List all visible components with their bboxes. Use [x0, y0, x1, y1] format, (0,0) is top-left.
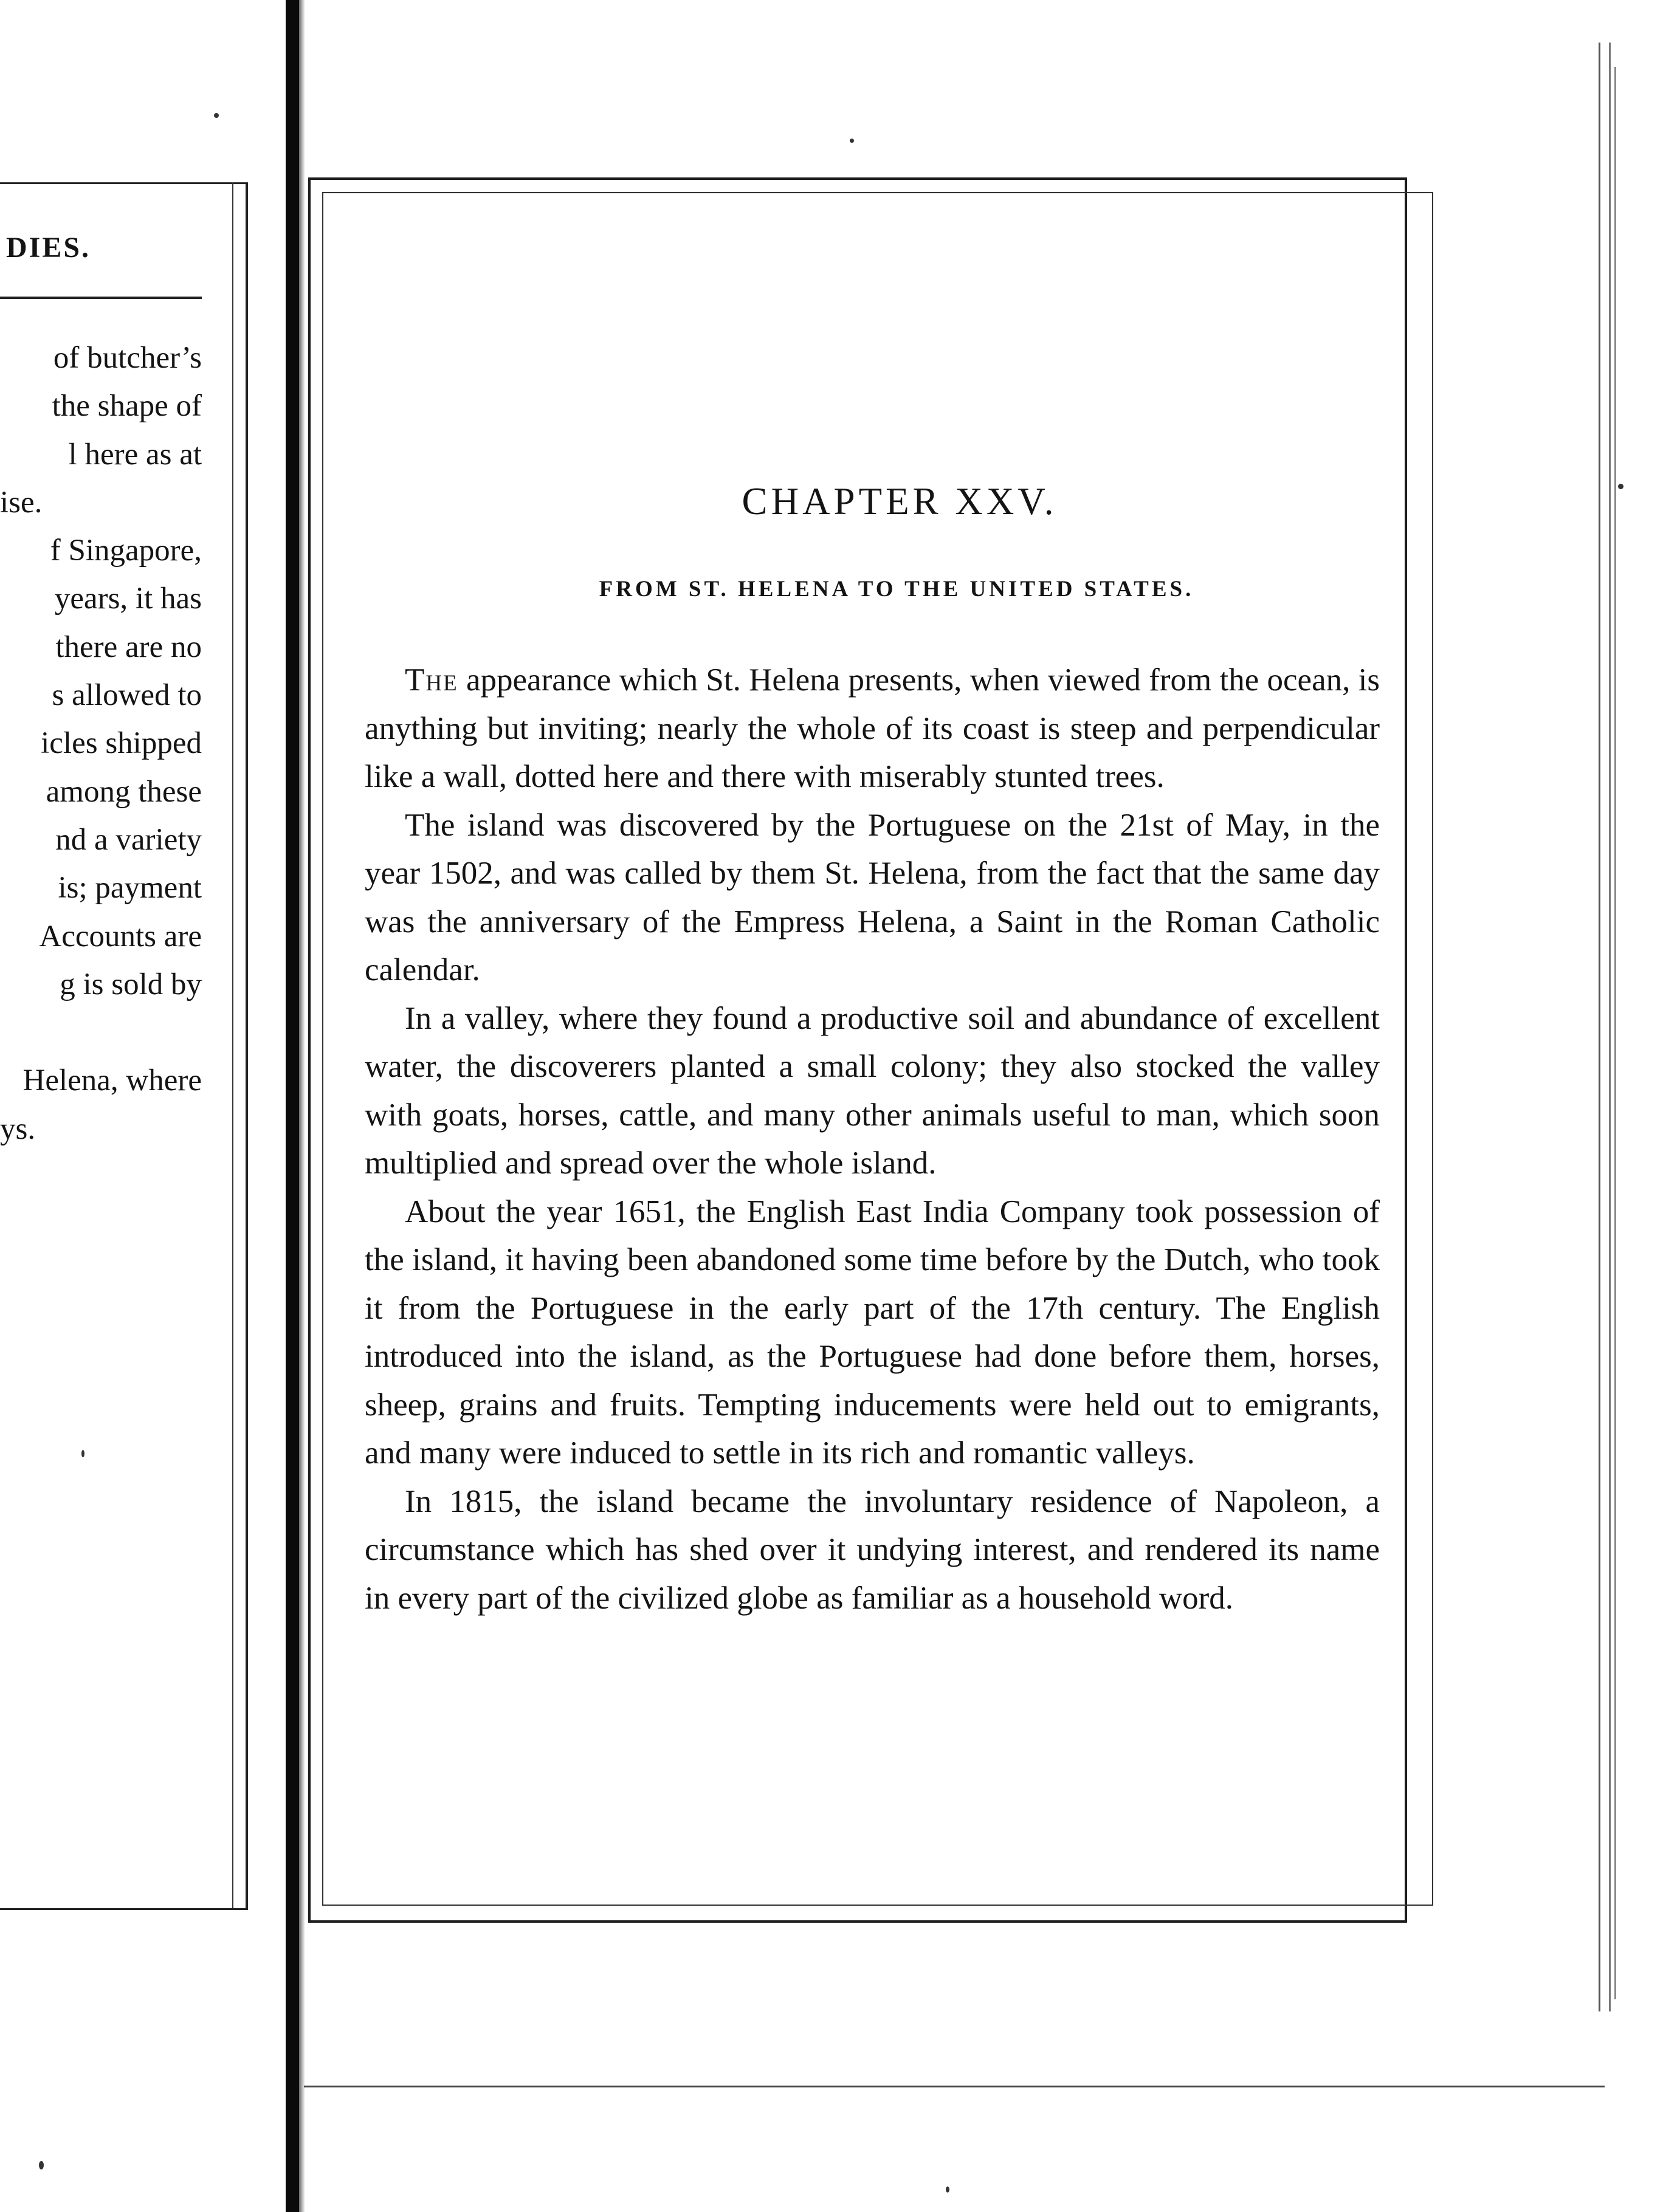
paragraph: [365, 656, 1380, 802]
previous-page-line: among these: [46, 774, 202, 809]
previous-page-frame-bottom: [0, 1908, 248, 1910]
previous-page-frame-top: [0, 182, 248, 184]
previous-page-line: is; payment: [58, 871, 202, 905]
previous-page-line: f Singapore,: [50, 534, 202, 568]
paragraph-text: The island was discovered by the Portuguese on the 21st of May, in the year 1502, and was called by them St. Helena, from the fact that the same day was the anniversary of the Empress Helena, a Saint in the Roman Catholic calendar.: [365, 807, 1380, 987]
page-edge-stack: [1599, 43, 1611, 2011]
previous-page-line: Helena, where: [22, 1063, 202, 1098]
previous-page-line: there are no: [55, 630, 202, 664]
scan-speck: [39, 2161, 44, 2169]
scan-speck: [946, 2186, 949, 2193]
page-edge-line: [1614, 67, 1616, 1999]
scan-speck: [81, 1450, 84, 1457]
previous-page-line-gap: [0, 1009, 202, 1057]
paragraph: [365, 1188, 1380, 1478]
paragraph-text: appearance which St. Helena presents, when viewed from the ocean, is anything but inviting; nearly the whole of its coast is steep and perpendicular like a wall, dotted here and there with miserably stunted trees.: [365, 662, 1380, 794]
scan-speck: [214, 113, 219, 118]
paragraph-text: In a valley, where they found a productive soil and abundance of excellent water, the discoverers planted a small colony; they also stocked the valley with goats, horses, cattle, and many other animals useful to man, which soon multiplied and spread over the whole island.: [365, 1000, 1380, 1181]
previous-page-fragment: [0, 0, 286, 2212]
scan-speck: [1618, 484, 1623, 489]
previous-page-line: s allowed to: [52, 678, 202, 713]
previous-page-text: [0, 334, 202, 1153]
chapter-page: [365, 474, 1380, 1623]
previous-page-line: of butcher’s: [53, 341, 202, 375]
chapter-body: [365, 656, 1380, 1623]
previous-page-head-rule: [0, 297, 202, 299]
previous-page-line: nd a variety: [55, 822, 202, 857]
previous-page-line: ys.: [0, 1111, 36, 1146]
paragraph: [365, 1478, 1380, 1623]
paragraph-lead-word: The: [405, 662, 458, 698]
paragraph: [365, 802, 1380, 995]
previous-page-line: years, it has: [54, 582, 202, 616]
gutter-shadow: [299, 0, 305, 2212]
previous-page-line: icles shipped: [41, 726, 202, 761]
scan-speck: [850, 139, 854, 143]
chapter-title: CHAPTER XXV.: [742, 480, 1058, 523]
previous-page-line: ise.: [0, 485, 43, 520]
previous-page-running-head: DIES.: [6, 232, 91, 264]
previous-page-line: g is sold by: [60, 967, 202, 1001]
page-bottom-edge: [304, 2086, 1605, 2087]
previous-page-frame-edge: [232, 182, 248, 1909]
paragraph-text: About the year 1651, the English East India Company took possession of the island, it having been abandoned some time before by the Dutch, who took it from the Portuguese in the early part of the 17th century. The English introduced into the island, as the Portuguese had done before them, horses, sheep, grains and fruits. Tempting inducements were held out to emigrants, and many were induced to settle in its rich and romantic valleys.: [365, 1194, 1380, 1471]
previous-page-line: l here as at: [68, 437, 202, 472]
paragraph-text: In 1815, the island became the involuntary residence of Napoleon, a circumstance which has shed over it undying interest, and rendered its name in every part of the civilized globe as familiar as a household word.: [365, 1483, 1380, 1616]
previous-page-line: Accounts are: [39, 919, 202, 953]
chapter-subtitle: FROM ST. HELENA TO THE UNITED STATES.: [599, 577, 1194, 602]
book-gutter: [286, 0, 299, 2212]
previous-page-line: the shape of: [52, 389, 202, 424]
paragraph: [365, 995, 1380, 1188]
